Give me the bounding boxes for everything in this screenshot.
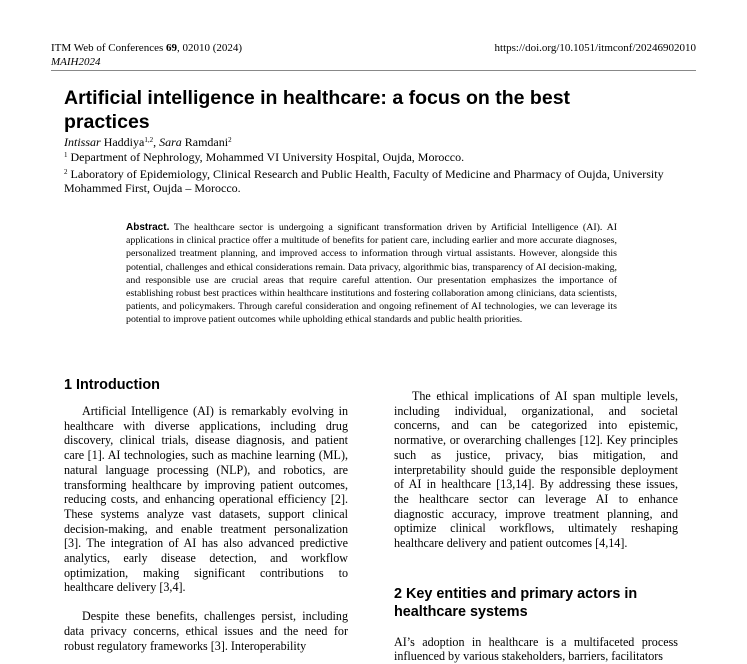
left-column — [64, 376, 348, 653]
section-heading-introduction: 1 Introduction — [64, 377, 160, 393]
header-divider — [51, 70, 696, 71]
journal-citation: ITM Web of Conferences 69, 02010 (2024) — [51, 42, 243, 54]
intro-paragraph-1: Artificial Intelligence (AI) is remarkably evolving in healthcare with diverse applications, including drug discovery, clinical trials, disease diagnosis, and patient care [1]. AI technologies, such as machine learning (ML), natural language processing (NLP), and robotics, are transforming healthcare by improving patient outcomes, reducing costs, and enhancing operational efficiency [2]. These systems analyze vast datasets, support clinical decision-making, and enable treatment personalization [3]. The integration of AI has also advanced predictive analytics, early disease detection, and workflow optimization, making significant contributions to healthcare delivery [3,4]. — [64, 404, 348, 595]
abstract-label: Abstract. — [126, 222, 170, 233]
abstract-text: The healthcare sector is undergoing a significant transformation driven by Artificial Intelligence (AI). AI applications in clinical practice offer a multitude of benefits for patient care, including earlier and more accurate diagnoses, personalized treatment planning, and improved access to information through virtual assistants. However, alongside this potential, challenges and ethical considerations remain. Data privacy, algorithmic bias, transparency of AI decision-making, and responsible use are crucial areas that require careful attention. Our presentation emphasizes the importance of establishing robust best practices within healthcare institutions and fostering collaboration among clinicians, data scientists, patients, and policymakers. Through careful consideration and ongoing refinement of AI technologies, we can leverage its potential to improve patient outcomes while upholding ethical standards and public health priorities. — [126, 222, 617, 326]
author-2-last: Ramdani — [181, 135, 229, 149]
conference-code: MAIH2024 — [51, 56, 101, 68]
author-1-first: Intissar — [64, 135, 101, 149]
doi-link[interactable]: https://doi.org/10.1051/itmconf/20246902010 — [494, 42, 696, 54]
abstract — [126, 221, 617, 327]
intro-paragraph-2: Despite these benefits, challenges persist, including data privacy concerns, ethical issues and the need for robust regulatory frameworks [3]. Interoperability — [64, 609, 348, 653]
affiliations — [64, 148, 684, 196]
right-column — [394, 389, 678, 664]
running-header-left — [51, 41, 242, 69]
author-2-first: Sara — [159, 135, 182, 149]
journal-volume: 69 — [165, 42, 177, 54]
section-heading-key-entities: 2 Key entities and primary actors in healthcare systems — [394, 585, 638, 620]
author-line: Intissar Haddiya$^{1,2}$, Sara Ramdani$^2$ — [64, 135, 232, 149]
key-entities-paragraph: AI’s adoption in healthcare is a multifaceted process influenced by various stakeholders, barriers, facilitators — [394, 634, 678, 664]
author-1-affil: 1,2 — [144, 136, 154, 144]
affiliation-1: $^1$ Department of Nephrology, Mohammed VI University Hospital, Oujda, Morocco. — [64, 150, 465, 164]
author-2-affil: 2 — [228, 136, 232, 144]
affiliation-2: $^2$ Laboratory of Epidemiology, Clinical Research and Public Health, Faculty of Medicine and Pharmacy of Oujda, University Mohammed First, Oujda – Morocco. — [64, 166, 664, 196]
ethics-paragraph: The ethical implications of AI span multiple levels, including individual, organizational, and societal concerns, and can be categorized into epistemic, normative, or overarching challenges [12]. Key principles such as justice, privacy, bias mitigation, and interpretability should guide the responsible deployment of AI in healthcare [13,14]. By addressing these issues, the healthcare sector can leverage AI to enhance diagnostic accuracy, improve treatment planning, and optimize clinical workflows, ultimately reshaping healthcare delivery and patient outcomes [4,14]. — [394, 389, 678, 551]
paper-title: Artificial intelligence in healthcare: a focus on the best practices — [64, 87, 571, 133]
author-1-last: Haddiya — [100, 135, 145, 149]
